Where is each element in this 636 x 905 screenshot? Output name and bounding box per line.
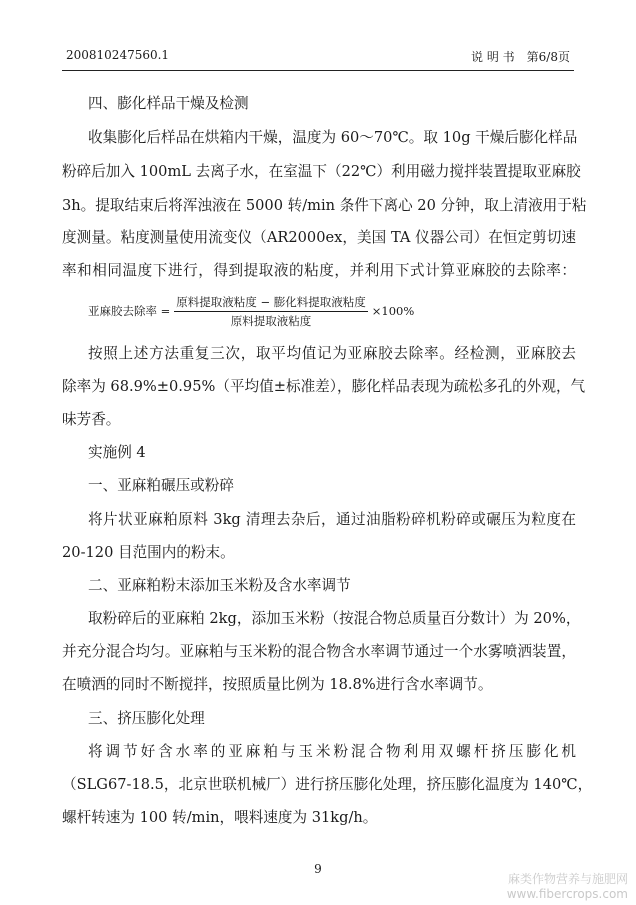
formula-numerator: 原料提取液粘度 − 膨化料提取液粘度 — [174, 294, 367, 312]
watermark — [507, 872, 628, 902]
paragraph-line: 20-120 目范围内的粉末。 — [62, 544, 235, 561]
patent-number: 200810247560.1 — [66, 48, 170, 62]
section-heading: 一、亚麻粕碾压或粉碎 — [88, 477, 234, 494]
header-right — [471, 48, 570, 65]
paragraph-line: 度测量。粘度测量使用流变仪（AR2000ex，美国 TA 仪器公司）在恒定剪切速 — [62, 229, 576, 246]
formula-fraction — [174, 294, 367, 329]
page-number: 9 — [314, 862, 322, 876]
paragraph-line: 按照上述方法重复三次，取平均值记为亚麻胶去除率。经检测，亚麻胶去 — [88, 345, 576, 362]
removal-rate-formula — [88, 294, 414, 328]
watermark-line: www.fibercrops.com — [506, 887, 628, 901]
section-heading: 四、膨化样品干燥及检测 — [88, 95, 249, 112]
paragraph-line: 螺杆转速为 100 转/min，喂料速度为 31kg/h。 — [62, 809, 378, 826]
paragraph-line: 取粉碎后的亚麻粕 2kg，添加玉米粉（按混合物总质量百分数计）为 20%， — [88, 610, 581, 627]
example-heading: 实施例 4 — [88, 444, 146, 461]
paragraph-line: 率和相同温度下进行，得到提取液的粘度，并利用下式计算亚麻胶的去除率： — [62, 262, 576, 279]
paragraph-line: 并充分混合均匀。亚麻粕与玉米粉的混合物含水率调节通过一个水雾喷洒装置， — [62, 643, 576, 660]
paragraph-line: （SLG67-18.5，北京世联机械厂）进行挤压膨化处理，挤压膨化温度为 140℃， — [62, 776, 593, 793]
section-heading: 三、挤压膨化处理 — [88, 710, 205, 727]
paragraph-line: 收集膨化后样品在烘箱内干燥，温度为 60～70℃。取 10g 干燥后膨化样品 — [88, 129, 578, 146]
header-rule — [62, 70, 574, 71]
paragraph-line: 除率为 68.9%±0.95%（平均值±标准差），膨化样品表现为疏松多孔的外观，气 — [62, 378, 586, 395]
page-info: 第6/8页 — [526, 50, 570, 64]
paragraph-line: 将片状亚麻粕原料 3kg 清理去杂后，通过油脂粉碎机粉碎或碾压为粒度在 — [88, 511, 576, 528]
paragraph-line: 粉碎后加入 100mL 去离子水，在室温下（22℃）利用磁力搅拌装置提取亚麻胶 — [62, 163, 581, 180]
paragraph-line: 3h。提取结束后将浑浊液在 5000 转/min 条件下离心 20 分钟，取上清液用于粘 — [62, 197, 587, 214]
paragraph-line: 味芳香。 — [62, 411, 121, 428]
formula-multiplier: ×100% — [371, 304, 415, 318]
document-type: 说 明 书 — [471, 50, 515, 64]
section-heading: 二、亚麻粕粉末添加玉米粉及含水率调节 — [88, 577, 351, 594]
formula-denominator: 原料提取液粘度 — [230, 313, 312, 328]
paragraph-line: 在喷洒的同时不断搅拌，按照质量比例为 18.8%进行含水率调节。 — [62, 676, 493, 693]
watermark-line: 麻类作物营养与施肥网 — [507, 872, 628, 886]
paragraph-line: 将调节好含水率的亚麻粕与玉米粉混合物利用双螺杆挤压膨化机 — [88, 743, 576, 760]
formula-lhs: 亚麻胶去除率 = — [88, 304, 171, 318]
